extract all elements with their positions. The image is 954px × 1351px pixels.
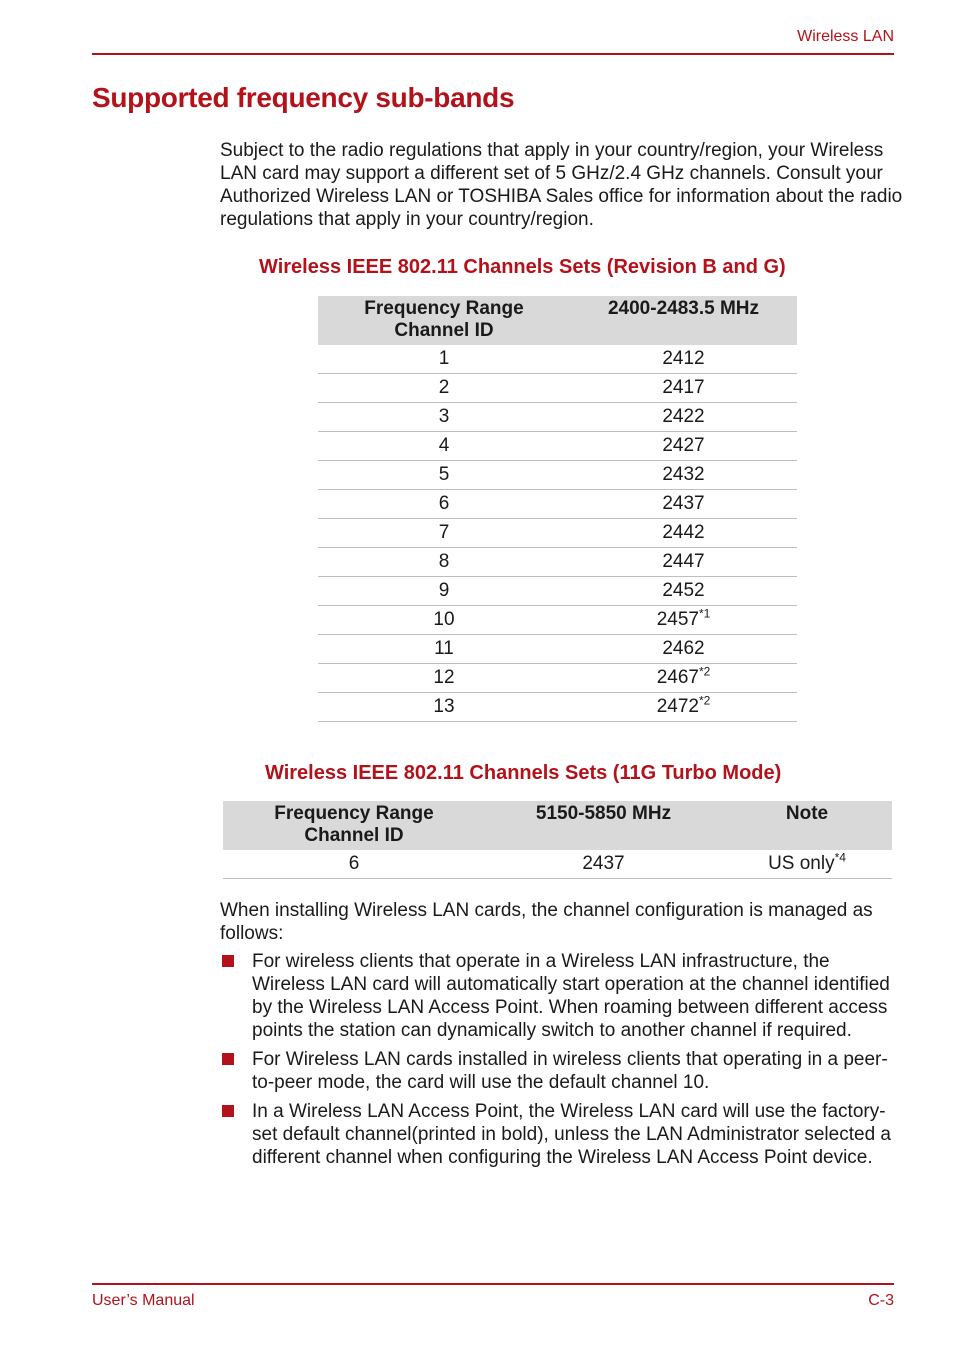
table1-cell-channel: 6 <box>318 490 570 519</box>
list-item <box>220 950 900 1042</box>
table2-caption: Wireless IEEE 802.11 Channels Sets (11G Turbo Mode) <box>265 762 782 784</box>
table1-cell-frequency <box>570 693 797 722</box>
intro-paragraph: Subject to the radio regulations that apply in your country/region, your Wireless LAN card may support a different set of 5 GHz/2.4 GHz channels. Consult your Authorized Wireless LAN or TOSHIBA Sales office for information about the radio regulations that apply in your country/region. <box>220 140 903 230</box>
table-row <box>318 606 797 635</box>
channels-table-turbo <box>223 801 892 879</box>
table1-cell-channel: 1 <box>318 345 570 374</box>
table1-cell-frequency <box>570 635 797 664</box>
table1-cell-channel: 9 <box>318 577 570 606</box>
page-title: Supported frequency sub-bands <box>92 82 515 113</box>
list-item <box>220 1048 900 1094</box>
table1-cell-frequency <box>570 606 797 635</box>
table-row <box>318 693 797 722</box>
table1-cell-frequency <box>570 548 797 577</box>
table1-cell-channel: 8 <box>318 548 570 577</box>
table2-header-frequency-text: 5150-5850 MHz <box>535 803 672 824</box>
frequency-value: 2462 <box>662 638 705 659</box>
frequency-value: 2422 <box>662 406 705 427</box>
table2-header-note-text: Note <box>785 803 829 824</box>
frequency-value: 2457 <box>656 609 699 630</box>
table-row <box>318 490 797 519</box>
table2-header-frequency <box>485 801 722 850</box>
table1-cell-frequency <box>570 664 797 693</box>
bullet-text: In a Wireless LAN Access Point, the Wireless LAN card will use the factory-set default channel(printed in bold), unless the LAN Administrator selected a different channel when configuring the Wireless LAN Access Point device. <box>252 1101 891 1168</box>
table1-cell-frequency <box>570 403 797 432</box>
table1-cell-channel: 12 <box>318 664 570 693</box>
channels-table-b-g <box>318 296 797 722</box>
list-item <box>220 1100 900 1169</box>
table2-note-text: US only <box>768 853 835 874</box>
table2-header-channel-line1: Frequency Range <box>274 803 434 824</box>
bullet-text: For Wireless LAN cards installed in wireless clients that operating in a peer-to-peer mode, the card will use the default channel 10. <box>252 1049 888 1093</box>
table1-header-channel <box>318 296 570 345</box>
table1-cell-channel: 7 <box>318 519 570 548</box>
table1-header-frequency <box>570 296 797 345</box>
table2-cell-note <box>722 850 892 879</box>
frequency-value: 2437 <box>662 493 705 514</box>
table-row <box>318 664 797 693</box>
table2-cell-channel: 6 <box>223 850 485 879</box>
page-number: C-3 <box>868 1292 894 1309</box>
table-row <box>318 403 797 432</box>
table-row <box>318 461 797 490</box>
table2-cell-frequency: 2437 <box>485 850 722 879</box>
table1-cell-channel: 3 <box>318 403 570 432</box>
table1-cell-channel: 2 <box>318 374 570 403</box>
frequency-value: 2442 <box>662 522 705 543</box>
frequency-value: 2447 <box>662 551 705 572</box>
table-row <box>318 432 797 461</box>
table-row <box>318 635 797 664</box>
table1-cell-frequency <box>570 345 797 374</box>
square-bullet-icon <box>222 1053 234 1065</box>
table1-cell-frequency <box>570 519 797 548</box>
table1-cell-channel: 4 <box>318 432 570 461</box>
table-row <box>318 374 797 403</box>
table1-cell-frequency <box>570 432 797 461</box>
footnote-marker: *2 <box>698 664 711 679</box>
table2-header-note <box>722 801 892 850</box>
footer-rule <box>92 1283 894 1285</box>
frequency-value: 2472 <box>656 696 699 717</box>
table1-cell-channel: 13 <box>318 693 570 722</box>
frequency-value: 2452 <box>662 580 705 601</box>
running-header: Wireless LAN <box>797 28 894 45</box>
table2-header-channel-line2: Channel ID <box>304 825 404 846</box>
frequency-value: 2467 <box>656 667 699 688</box>
config-intro-paragraph: When installing Wireless LAN cards, the channel configuration is managed as follows: <box>220 900 873 944</box>
table-row <box>318 548 797 577</box>
footnote-marker: *1 <box>698 606 711 621</box>
square-bullet-icon <box>222 955 234 967</box>
table1-header-frequency-text: 2400-2483.5 MHz <box>607 298 760 319</box>
table1-header-channel-line2: Channel ID <box>394 320 494 341</box>
table1-cell-frequency <box>570 461 797 490</box>
frequency-value: 2427 <box>662 435 705 456</box>
table-row <box>318 519 797 548</box>
header-rule <box>92 53 894 55</box>
table2-header-channel <box>223 801 485 850</box>
table1-cell-frequency <box>570 577 797 606</box>
table1-cell-frequency <box>570 374 797 403</box>
footnote-marker: *4 <box>834 850 846 865</box>
frequency-value: 2412 <box>662 348 705 369</box>
table1-cell-channel: 11 <box>318 635 570 664</box>
bullet-text: For wireless clients that operate in a Wireless LAN infrastructure, the Wireless LAN card will automatically start operation at the channel identified by the Wireless LAN Access Point. When roaming between different access points the station can dynamically switch to another channel if required. <box>252 951 890 1041</box>
config-bullet-list <box>220 950 900 1175</box>
table1-caption: Wireless IEEE 802.11 Channels Sets (Revision B and G) <box>259 256 786 278</box>
footnote-marker: *2 <box>698 693 711 708</box>
table-row <box>223 850 892 879</box>
table-row <box>318 345 797 374</box>
frequency-value: 2417 <box>662 377 705 398</box>
table1-cell-channel: 5 <box>318 461 570 490</box>
table1-header-channel-line1: Frequency Range <box>364 298 524 319</box>
footer-manual-title: User’s Manual <box>92 1292 195 1309</box>
table1-cell-channel: 10 <box>318 606 570 635</box>
frequency-value: 2432 <box>662 464 705 485</box>
table1-cell-frequency <box>570 490 797 519</box>
table-row <box>318 577 797 606</box>
square-bullet-icon <box>222 1105 234 1117</box>
